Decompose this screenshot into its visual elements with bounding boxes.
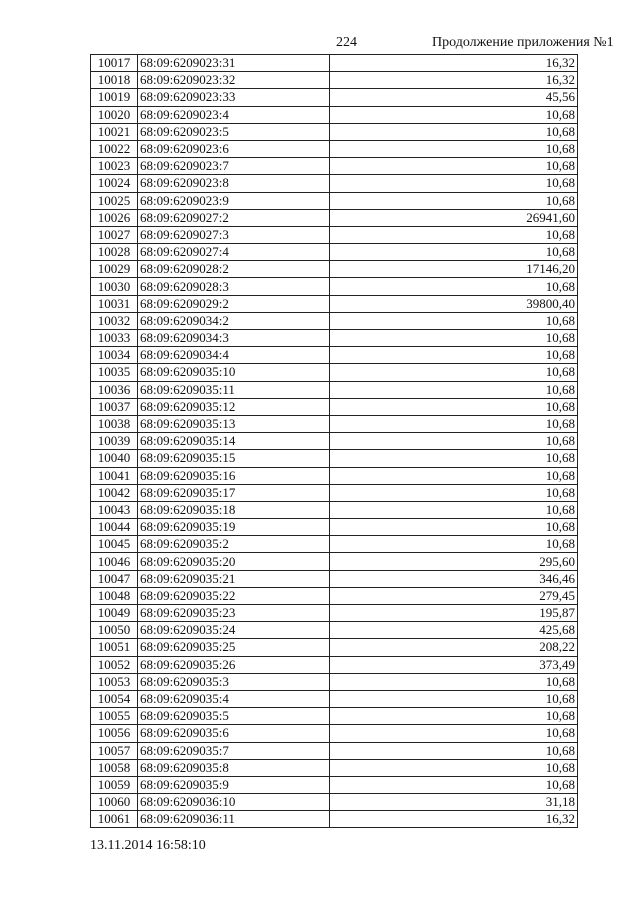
value-cell: 10,68 — [330, 140, 578, 157]
table-row — [91, 209, 578, 226]
cadastral-number-cell: 68:09:6209035:24 — [138, 622, 330, 639]
cadastral-number-cell: 68:09:6209035:9 — [138, 776, 330, 793]
table-row — [91, 192, 578, 209]
cadastral-number-cell: 68:09:6209035:20 — [138, 553, 330, 570]
value-cell: 26941,60 — [330, 209, 578, 226]
table-row — [91, 570, 578, 587]
table-row — [91, 312, 578, 329]
cadastral-number-cell: 68:09:6209028:3 — [138, 278, 330, 295]
cadastral-number-cell: 68:09:6209035:22 — [138, 587, 330, 604]
table-row — [91, 106, 578, 123]
value-cell: 16,32 — [330, 811, 578, 828]
cadastral-number-cell: 68:09:6209035:14 — [138, 433, 330, 450]
table-row — [91, 158, 578, 175]
table-row — [91, 725, 578, 742]
table-row — [91, 622, 578, 639]
row-number-cell: 10026 — [91, 209, 138, 226]
table-row — [91, 794, 578, 811]
row-number-cell: 10053 — [91, 673, 138, 690]
value-cell: 16,32 — [330, 72, 578, 89]
cadastral-number-cell: 68:09:6209035:19 — [138, 519, 330, 536]
table-row — [91, 226, 578, 243]
table-row — [91, 536, 578, 553]
cadastral-number-cell: 68:09:6209035:3 — [138, 673, 330, 690]
value-cell: 279,45 — [330, 587, 578, 604]
value-cell: 10,68 — [330, 330, 578, 347]
table-row — [91, 587, 578, 604]
value-cell: 31,18 — [330, 794, 578, 811]
table-row — [91, 244, 578, 261]
row-number-cell: 10054 — [91, 690, 138, 707]
value-cell: 17146,20 — [330, 261, 578, 278]
cadastral-number-cell: 68:09:6209027:4 — [138, 244, 330, 261]
cadastral-number-cell: 68:09:6209035:10 — [138, 364, 330, 381]
row-number-cell: 10033 — [91, 330, 138, 347]
table-row — [91, 484, 578, 501]
value-cell: 10,68 — [330, 415, 578, 432]
row-number-cell: 10059 — [91, 776, 138, 793]
page-number: 224 — [336, 35, 357, 50]
row-number-cell: 10023 — [91, 158, 138, 175]
table-row — [91, 278, 578, 295]
row-number-cell: 10041 — [91, 467, 138, 484]
value-cell: 10,68 — [330, 158, 578, 175]
row-number-cell: 10042 — [91, 484, 138, 501]
cadastral-number-cell: 68:09:6209035:15 — [138, 450, 330, 467]
row-number-cell: 10046 — [91, 553, 138, 570]
value-cell: 10,68 — [330, 467, 578, 484]
table-row — [91, 450, 578, 467]
value-cell: 10,68 — [330, 347, 578, 364]
table-row — [91, 55, 578, 72]
cadastral-number-cell: 68:09:6209023:4 — [138, 106, 330, 123]
table-row — [91, 776, 578, 793]
footer-timestamp: 13.11.2014 16:58:10 — [90, 838, 206, 853]
cadastral-number-cell: 68:09:6209035:5 — [138, 708, 330, 725]
table-row — [91, 295, 578, 312]
value-cell: 10,68 — [330, 519, 578, 536]
row-number-cell: 10061 — [91, 811, 138, 828]
value-cell: 10,68 — [330, 381, 578, 398]
cadastral-number-cell: 68:09:6209028:2 — [138, 261, 330, 278]
cadastral-number-cell: 68:09:6209023:33 — [138, 89, 330, 106]
value-cell: 195,87 — [330, 605, 578, 622]
cadastral-number-cell: 68:09:6209035:16 — [138, 467, 330, 484]
cadastral-number-cell: 68:09:6209023:9 — [138, 192, 330, 209]
value-cell: 16,32 — [330, 55, 578, 72]
cadastral-number-cell: 68:09:6209034:2 — [138, 312, 330, 329]
value-cell: 10,68 — [330, 759, 578, 776]
value-cell: 10,68 — [330, 742, 578, 759]
table-row — [91, 140, 578, 157]
row-number-cell: 10035 — [91, 364, 138, 381]
table-row — [91, 811, 578, 828]
value-cell: 10,68 — [330, 536, 578, 553]
table-row — [91, 433, 578, 450]
value-cell: 39800,40 — [330, 295, 578, 312]
cadastral-number-cell: 68:09:6209035:6 — [138, 725, 330, 742]
value-cell: 10,68 — [330, 484, 578, 501]
row-number-cell: 10058 — [91, 759, 138, 776]
value-cell: 425,68 — [330, 622, 578, 639]
cadastral-number-cell: 68:09:6209035:12 — [138, 398, 330, 415]
cadastral-number-cell: 68:09:6209035:8 — [138, 759, 330, 776]
value-cell: 373,49 — [330, 656, 578, 673]
cadastral-number-cell: 68:09:6209035:23 — [138, 605, 330, 622]
table-row — [91, 381, 578, 398]
value-cell: 10,68 — [330, 123, 578, 140]
cadastral-number-cell: 68:09:6209036:11 — [138, 811, 330, 828]
value-cell: 10,68 — [330, 776, 578, 793]
table-row — [91, 467, 578, 484]
table-row — [91, 690, 578, 707]
cadastral-number-cell: 68:09:6209023:6 — [138, 140, 330, 157]
row-number-cell: 10045 — [91, 536, 138, 553]
row-number-cell: 10032 — [91, 312, 138, 329]
row-number-cell: 10043 — [91, 501, 138, 518]
value-cell: 346,46 — [330, 570, 578, 587]
row-number-cell: 10056 — [91, 725, 138, 742]
table-row — [91, 175, 578, 192]
row-number-cell: 10055 — [91, 708, 138, 725]
row-number-cell: 10038 — [91, 415, 138, 432]
row-number-cell: 10060 — [91, 794, 138, 811]
row-number-cell: 10021 — [91, 123, 138, 140]
row-number-cell: 10039 — [91, 433, 138, 450]
table-row — [91, 123, 578, 140]
row-number-cell: 10020 — [91, 106, 138, 123]
table-row — [91, 72, 578, 89]
value-cell: 10,68 — [330, 106, 578, 123]
cadastral-number-cell: 68:09:6209035:18 — [138, 501, 330, 518]
row-number-cell: 10047 — [91, 570, 138, 587]
value-cell: 10,68 — [330, 312, 578, 329]
table-row — [91, 398, 578, 415]
row-number-cell: 10037 — [91, 398, 138, 415]
value-cell: 10,68 — [330, 192, 578, 209]
value-cell: 10,68 — [330, 450, 578, 467]
table-row — [91, 708, 578, 725]
row-number-cell: 10027 — [91, 226, 138, 243]
row-number-cell: 10029 — [91, 261, 138, 278]
table-row — [91, 553, 578, 570]
table-row — [91, 639, 578, 656]
row-number-cell: 10030 — [91, 278, 138, 295]
cadastral-number-cell: 68:09:6209023:31 — [138, 55, 330, 72]
cadastral-number-cell: 68:09:6209035:11 — [138, 381, 330, 398]
cadastral-number-cell: 68:09:6209035:26 — [138, 656, 330, 673]
cadastral-number-cell: 68:09:6209029:2 — [138, 295, 330, 312]
row-number-cell: 10036 — [91, 381, 138, 398]
cadastral-number-cell: 68:09:6209027:2 — [138, 209, 330, 226]
value-cell: 208,22 — [330, 639, 578, 656]
cadastral-number-cell: 68:09:6209034:4 — [138, 347, 330, 364]
value-cell: 10,68 — [330, 364, 578, 381]
value-cell: 10,68 — [330, 501, 578, 518]
cadastral-number-cell: 68:09:6209023:5 — [138, 123, 330, 140]
value-cell: 10,68 — [330, 398, 578, 415]
table-row — [91, 656, 578, 673]
value-cell: 10,68 — [330, 690, 578, 707]
value-cell: 10,68 — [330, 278, 578, 295]
row-number-cell: 10050 — [91, 622, 138, 639]
table-row — [91, 742, 578, 759]
table-row — [91, 501, 578, 518]
value-cell: 10,68 — [330, 725, 578, 742]
cadastral-number-cell: 68:09:6209035:2 — [138, 536, 330, 553]
row-number-cell: 10031 — [91, 295, 138, 312]
row-number-cell: 10034 — [91, 347, 138, 364]
row-number-cell: 10040 — [91, 450, 138, 467]
page-subtitle: Продолжение приложения №1 — [432, 35, 614, 50]
table-row — [91, 330, 578, 347]
row-number-cell: 10028 — [91, 244, 138, 261]
row-number-cell: 10025 — [91, 192, 138, 209]
table-row — [91, 261, 578, 278]
cadastral-number-cell: 68:09:6209036:10 — [138, 794, 330, 811]
cadastral-number-cell: 68:09:6209035:4 — [138, 690, 330, 707]
cadastral-number-cell: 68:09:6209035:17 — [138, 484, 330, 501]
table-row — [91, 605, 578, 622]
value-cell: 10,68 — [330, 175, 578, 192]
cadastral-number-cell: 68:09:6209035:21 — [138, 570, 330, 587]
cadastral-number-cell: 68:09:6209034:3 — [138, 330, 330, 347]
table-row — [91, 347, 578, 364]
row-number-cell: 10024 — [91, 175, 138, 192]
value-cell: 10,68 — [330, 244, 578, 261]
row-number-cell: 10044 — [91, 519, 138, 536]
row-number-cell: 10019 — [91, 89, 138, 106]
table-row — [91, 673, 578, 690]
registry-table-body — [91, 55, 578, 828]
value-cell: 45,56 — [330, 89, 578, 106]
cadastral-number-cell: 68:09:6209035:25 — [138, 639, 330, 656]
value-cell: 10,68 — [330, 673, 578, 690]
cadastral-number-cell: 68:09:6209035:7 — [138, 742, 330, 759]
row-number-cell: 10057 — [91, 742, 138, 759]
row-number-cell: 10022 — [91, 140, 138, 157]
value-cell: 10,68 — [330, 433, 578, 450]
table-row — [91, 415, 578, 432]
row-number-cell: 10018 — [91, 72, 138, 89]
table-row — [91, 759, 578, 776]
registry-table — [90, 54, 578, 828]
row-number-cell: 10017 — [91, 55, 138, 72]
cadastral-number-cell: 68:09:6209027:3 — [138, 226, 330, 243]
cadastral-number-cell: 68:09:6209023:7 — [138, 158, 330, 175]
cadastral-number-cell: 68:09:6209023:8 — [138, 175, 330, 192]
row-number-cell: 10048 — [91, 587, 138, 604]
row-number-cell: 10052 — [91, 656, 138, 673]
row-number-cell: 10051 — [91, 639, 138, 656]
table-row — [91, 89, 578, 106]
cadastral-number-cell: 68:09:6209023:32 — [138, 72, 330, 89]
table-row — [91, 364, 578, 381]
table-row — [91, 519, 578, 536]
value-cell: 10,68 — [330, 226, 578, 243]
value-cell: 10,68 — [330, 708, 578, 725]
value-cell: 295,60 — [330, 553, 578, 570]
row-number-cell: 10049 — [91, 605, 138, 622]
cadastral-number-cell: 68:09:6209035:13 — [138, 415, 330, 432]
